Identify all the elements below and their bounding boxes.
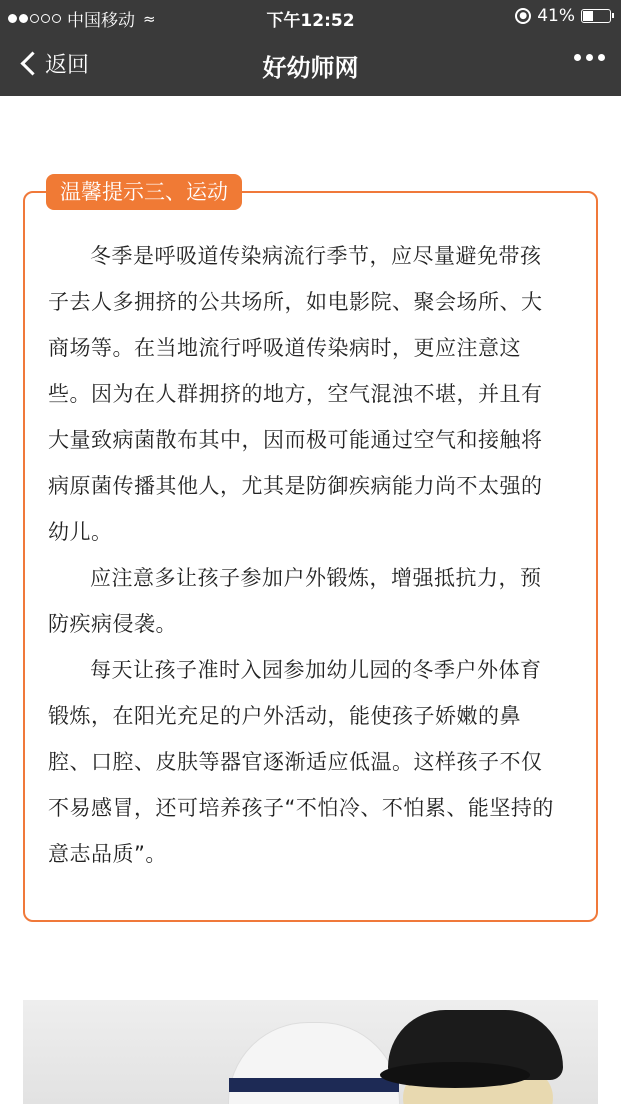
bucket-hat-shape: [228, 1022, 400, 1104]
back-label: 返回: [45, 53, 90, 78]
nav-bar: [0, 34, 621, 96]
page-title: 好幼师网: [262, 54, 359, 82]
wifi-icon: ≈: [143, 9, 156, 28]
tip-card-body: [48, 233, 558, 877]
status-time: 下午12:52: [266, 11, 355, 31]
tip-card-label: 温馨提示三、运动: [46, 174, 242, 210]
status-right: [515, 6, 611, 26]
children-photo: [23, 1000, 598, 1104]
battery-level: [583, 11, 593, 21]
rotation-lock-icon: ●: [515, 8, 531, 24]
more-dot-icon: [586, 54, 593, 61]
tip-paragraph: 每天让孩子准时入园参加幼儿园的冬季户外体育锻炼，在阳光充足的户外活动，能使孩子娇嫩的鼻腔、口腔、皮肤等器官逐渐适应低温。这样孩子不仅不易感冒，还可培养孩子“不怕冷、不怕累、能坚持的意志品质”。: [48, 658, 554, 866]
more-options-button[interactable]: [574, 54, 605, 61]
status-bar: [0, 0, 621, 34]
tip-paragraph: 冬季是呼吸道传染病流行季节，应尽量避免带孩子去人多拥挤的公共场所，如电影院、聚会场所、大商场等。在当地流行呼吸道传染病时，更应注意这些。因为在人群拥挤的地方，空气混浊不堪，并且有大量致病菌散布其中，因而极可能通过空气和接触将病原菌传播其他人，尤其是防御疾病能力尚不太强的幼儿。: [48, 244, 543, 544]
tip-paragraph: 应注意多让孩子参加户外锻炼，增强抵抗力，预防疾病侵袭。: [48, 566, 542, 636]
carrier-label: 中国移动: [67, 11, 135, 31]
battery-percent: 41%: [537, 6, 575, 26]
captain-hat-shape: [388, 1010, 563, 1080]
more-dot-icon: [598, 54, 605, 61]
battery-icon: [581, 9, 611, 23]
more-dot-icon: [574, 54, 581, 61]
